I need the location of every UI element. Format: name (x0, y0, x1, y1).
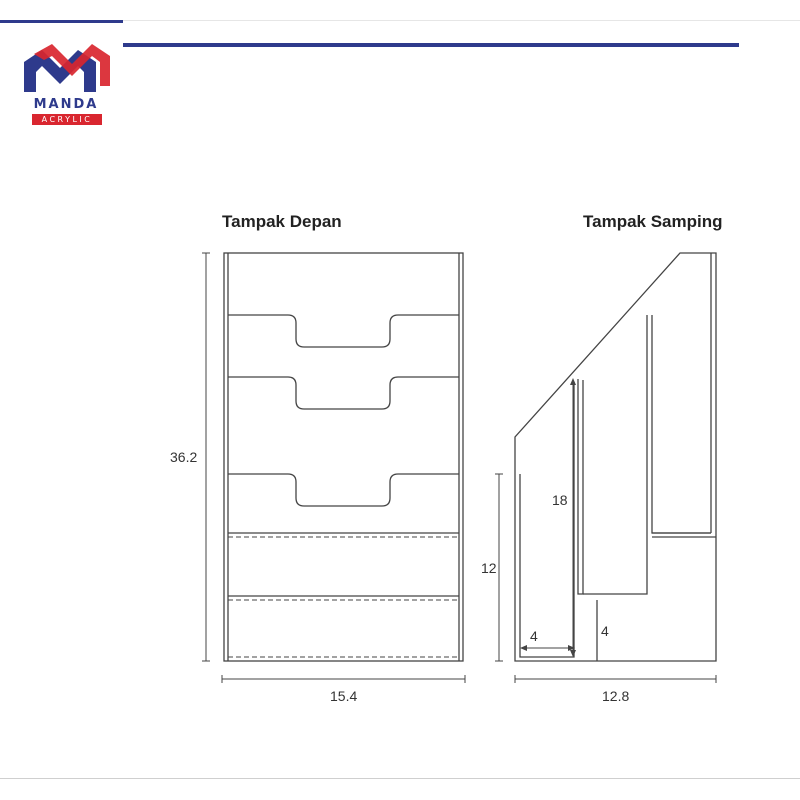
front-view-title: Tampak Depan (222, 212, 342, 231)
side-inner-height-label: 18 (552, 492, 568, 508)
front-pocket-3 (228, 474, 459, 506)
side-step-height-label: 4 (601, 623, 609, 639)
front-width-label: 15.4 (330, 688, 358, 704)
front-pocket-1 (228, 315, 459, 347)
side-bottom-depth-label: 4 (530, 628, 538, 644)
front-pocket-2 (228, 377, 459, 409)
side-view-title: Tampak Samping (583, 212, 723, 231)
side-divider-front (520, 383, 574, 657)
side-front-height-label: 12 (481, 560, 497, 576)
logo-subtitle: ACRYLIC (32, 114, 102, 125)
side-divider-back (652, 315, 711, 533)
front-height-label: 36.2 (170, 449, 198, 465)
side-divider-middle (578, 379, 583, 594)
side-view-outline (515, 253, 716, 661)
logo-wordmark: MANDA (33, 97, 99, 112)
side-depth-label: 12.8 (602, 688, 630, 704)
